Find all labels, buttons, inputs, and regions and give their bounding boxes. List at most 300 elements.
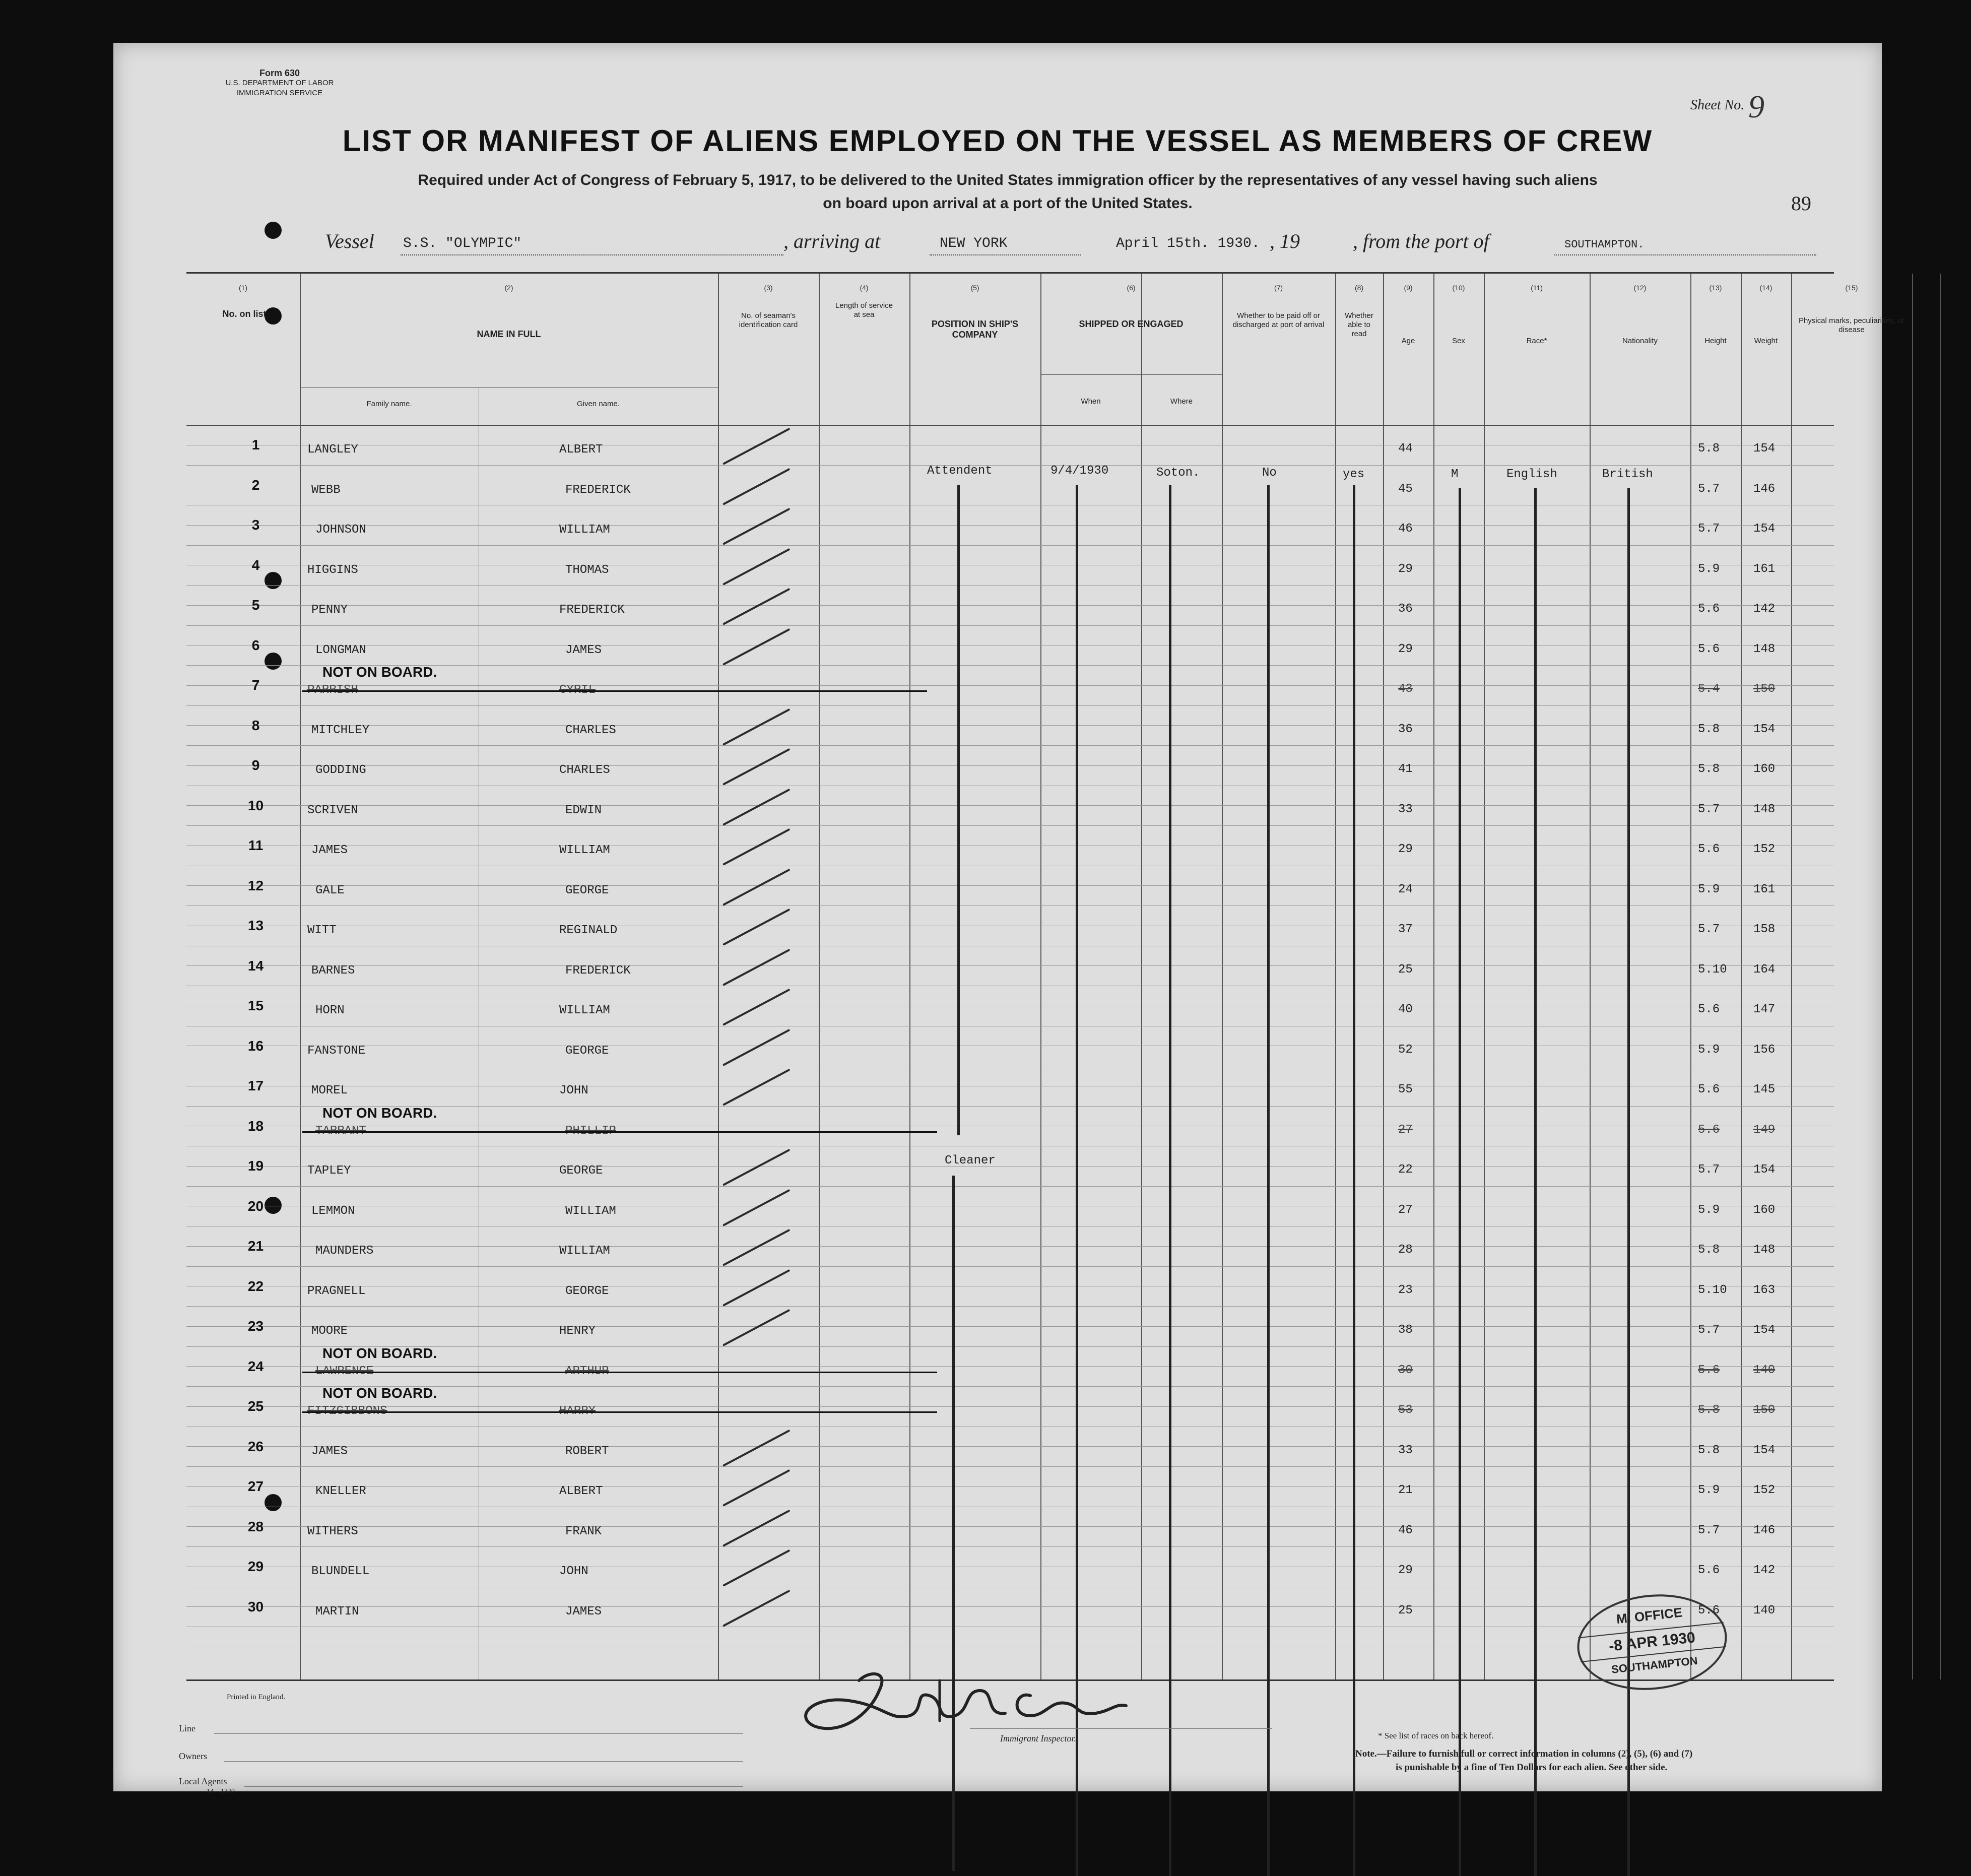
header-age: Age [1401,337,1415,345]
not-on-board-note: NOT ON BOARD. [322,664,437,680]
weight-value: 147 [1753,1003,1776,1016]
age-value: 24 [1398,882,1413,896]
height-value: 5.9 [1698,562,1720,576]
weight-value: 150 [1753,1403,1776,1417]
header-where: Where [1170,397,1193,406]
header-no-on-list: No. on list [222,309,267,319]
age-value: 33 [1398,802,1413,816]
id-card-check-mark [722,628,790,665]
height-value: 5.8 [1698,1243,1720,1257]
given-name: WILLIAM [559,1244,610,1258]
footer-line-label: Line [179,1723,195,1733]
age-value: 29 [1398,843,1413,856]
weight-value: 161 [1753,562,1776,576]
age-value: 27 [1398,1123,1413,1137]
manifest-sheet [113,43,1905,1795]
given-name: FREDERICK [565,483,631,497]
page-title: LIST OR MANIFEST OF ALIENS EMPLOYED ON THE VESSEL AS MEMBERS OF CREW [342,124,1653,158]
row-number: 11 [248,837,264,853]
sheet-number: 9 [1748,89,1764,124]
given-name: WILLIAM [559,1004,610,1017]
id-card-check-mark [722,588,790,625]
col-num-5: (5) [970,284,979,292]
weight-value: 154 [1753,722,1776,736]
given-name: WILLIAM [559,523,610,537]
weight-value: 148 [1753,642,1776,656]
given-name: GEORGE [565,1044,609,1058]
age-value: 25 [1398,962,1413,977]
family-name: SCRIVEN [307,803,358,817]
height-value: 5.6 [1698,1363,1720,1377]
height-value: 5.6 [1698,1083,1720,1096]
not-on-board-note: NOT ON BOARD. [322,1385,437,1401]
row-number: 8 [251,717,260,733]
height-value: 5.9 [1698,1203,1720,1217]
subtitle-line-2: on board upon arrival at a port of the United States. [823,195,1193,212]
height-value: 5.7 [1698,522,1720,536]
position-cleaner: Cleaner [945,1154,996,1168]
header-seaman-id: No. of seaman's identification card [739,311,798,329]
family-name: HORN [315,1004,345,1017]
arrival-date: April 15th. 1930. [1116,236,1260,251]
height-value: 5.4 [1698,682,1720,696]
age-value: 52 [1398,1043,1413,1057]
given-name: EDWIN [565,803,602,817]
height-value: 5.6 [1698,1603,1720,1618]
weight-value: 154 [1753,1443,1776,1457]
given-name: REGINALD [559,924,618,937]
family-name: WITHERS [307,1524,358,1538]
row-number: 25 [247,1398,264,1414]
family-name: MOORE [311,1324,348,1338]
sex-value: M [1451,468,1459,481]
ditto-mark [1534,488,1537,1876]
height-value: 5.7 [1698,482,1720,496]
id-card-check-mark [722,468,790,505]
age-value: 53 [1398,1403,1413,1417]
family-name: JAMES [311,844,348,857]
weight-value: 150 [1753,682,1776,696]
row-number: 5 [251,597,260,613]
weight-value: 161 [1753,882,1776,896]
page-number: 89 [1791,192,1811,215]
header-marks: Physical marks, peculiarities, or disease [1798,316,1905,334]
id-card-check-mark [722,788,790,825]
family-name: WITT [307,924,337,937]
family-name: BARNES [311,963,355,978]
given-name: GEORGE [565,883,609,897]
row-number: 29 [247,1559,264,1574]
id-card-check-mark [722,828,790,866]
height-value: 5.9 [1698,1043,1720,1057]
col-num-7: (7) [1274,284,1283,292]
age-value: 37 [1398,923,1413,936]
age-value: 46 [1398,1523,1413,1537]
header-name-in-full: NAME IN FULL [477,329,541,339]
col-num-6: (6) [1127,284,1136,292]
age-value: 40 [1398,1003,1413,1016]
row-number: 19 [247,1158,264,1174]
row-number: 14 [247,957,264,974]
age-value: 33 [1398,1443,1413,1457]
id-card-check-mark [722,748,790,786]
from-port: SOUTHAMPTON. [1564,238,1645,251]
form-number: Form 630 [259,68,300,78]
family-name: GALE [315,883,345,897]
given-name: ALBERT [559,443,603,457]
given-name: FRANK [565,1524,602,1538]
header-when: When [1081,397,1101,406]
given-name: WILLIAM [559,844,610,857]
vessel-name: S.S. "OLYMPIC" [403,236,522,251]
age-value: 25 [1398,1603,1413,1618]
able-read-value: yes [1343,468,1365,481]
vessel-label: Vessel [325,230,374,252]
weight-value: 142 [1753,602,1776,616]
weight-value: 154 [1753,1163,1776,1177]
family-name: HIGGINS [307,563,358,577]
col-num-12: (12) [1633,284,1647,292]
weight-value: 148 [1753,1243,1776,1257]
ditto-mark [957,485,960,1135]
service: IMMIGRATION SERVICE [236,89,323,97]
subtitle [315,169,1700,215]
height-value: 5.6 [1698,1564,1720,1577]
family-name: LONGMAN [315,643,366,657]
id-card-check-mark [722,1549,790,1587]
id-card-check-mark [722,708,790,745]
header-nationality: Nationality [1622,337,1658,345]
footer-agents-label: Local Agents [179,1776,227,1786]
header-given-name: Given name. [576,400,620,408]
age-value: 21 [1398,1483,1413,1497]
given-name: JAMES [565,643,602,657]
weight-value: 156 [1753,1043,1776,1057]
id-card-check-mark [722,868,790,905]
inspector-signature [794,1660,1146,1743]
printed-note: Printed in England. [227,1693,286,1701]
id-card-check-mark [722,909,790,946]
age-value: 44 [1398,442,1413,456]
row-number: 30 [247,1598,264,1614]
height-value: 5.8 [1698,762,1720,776]
age-value: 43 [1398,682,1413,696]
age-value: 23 [1398,1283,1413,1297]
family-name: WEBB [311,483,341,497]
family-name: PRAGNELL [307,1284,366,1298]
given-name: JOHN [559,1565,588,1578]
age-value: 38 [1398,1323,1413,1337]
from-label: , from the port of [1353,230,1489,252]
id-card-check-mark [722,1589,790,1627]
family-name: LAWRENCE [315,1364,374,1378]
weight-value: 140 [1753,1363,1776,1377]
height-value: 5.6 [1698,642,1720,656]
age-value: 22 [1398,1163,1413,1177]
given-name: HENRY [559,1324,596,1338]
height-value: 5.9 [1698,882,1720,896]
weight-value: 152 [1753,1483,1776,1497]
form-info [204,68,355,98]
given-name: CHARLES [559,763,610,777]
from-line [1554,254,1816,255]
header-able-read: Whether able to read [1345,311,1373,338]
family-name: MAUNDERS [315,1244,374,1258]
given-name: FREDERICK [565,963,631,978]
weight-value: 140 [1753,1603,1776,1618]
given-name: ROBERT [565,1444,609,1458]
col-num-2: (2) [504,284,513,292]
nationality-value: British [1602,468,1653,481]
id-card-check-mark [722,548,790,585]
weight-value: 142 [1753,1564,1776,1577]
row-number: 20 [247,1198,264,1214]
id-card-check-mark [722,1028,790,1066]
header-sex: Sex [1452,337,1465,345]
header-paid-off: Whether to be paid off or discharged at port of arrival [1232,311,1325,329]
col-num-8: (8) [1354,284,1364,292]
weight-value: 148 [1753,802,1776,816]
family-name: MITCHLEY [311,723,370,737]
weight-value: 160 [1753,1203,1776,1217]
id-card-check-mark [722,1509,790,1546]
weight-value: 146 [1753,482,1776,496]
ditto-mark [1169,485,1171,1876]
row-number: 27 [247,1478,264,1494]
age-value: 46 [1398,522,1413,536]
height-value: 5.10 [1698,1283,1727,1297]
family-name: MARTIN [315,1604,359,1619]
row-number: 12 [247,877,264,893]
punch-hole [265,222,282,239]
family-name: PARRISH [307,683,358,697]
subtitle-line-1: Required under Act of Congress of February 5, 1917, to be delivered to the United States immigration officer by the representatives of any vessel having such aliens [418,172,1598,188]
family-name: FANSTONE [307,1044,366,1058]
row-number: 2 [251,477,260,493]
row-number: 3 [251,517,260,533]
ditto-mark [1353,485,1355,1876]
not-on-board-note: NOT ON BOARD. [322,1345,437,1361]
height-value: 5.7 [1698,802,1720,816]
height-value: 5.8 [1698,442,1720,456]
col-num-11: (11) [1531,284,1543,292]
row-number: 7 [251,677,260,693]
row-number: 15 [247,998,264,1013]
crew-table [186,272,1905,1681]
age-value: 29 [1398,562,1413,576]
header-length-service: Length of service at sea [835,301,893,319]
row-number: 17 [247,1078,264,1093]
port-line [930,254,1081,255]
given-name: ALBERT [559,1484,603,1498]
family-name: TARRANT [315,1124,366,1138]
header-weight: Weight [1754,337,1778,345]
form-code: 14—1340 [207,1788,235,1795]
age-value: 55 [1398,1083,1413,1096]
weight-value: 158 [1753,923,1776,936]
id-card-check-mark [722,989,790,1026]
header-family-name: Family name. [366,400,412,408]
row-number: 6 [251,637,260,653]
id-card-check-mark [722,1429,790,1466]
weight-value: 164 [1753,962,1776,977]
row-number: 10 [247,797,264,813]
height-value: 5.8 [1698,1403,1720,1417]
age-value: 29 [1398,642,1413,656]
races-note: * See list of races on back hereof. [1378,1731,1494,1740]
weight-value: 163 [1753,1283,1776,1297]
year-label: , 19 [1270,230,1300,252]
row-number: 1 [251,437,260,452]
shipped-when-value: 9/4/1930 [1050,464,1109,478]
height-value: 5.7 [1698,1523,1720,1537]
ditto-mark [1267,485,1270,1876]
id-card-check-mark [722,1269,790,1306]
height-value: 5.7 [1698,1163,1720,1177]
header-height: Height [1704,337,1727,345]
stamp-date: -8 APR 1930 [1578,1622,1726,1662]
sheet-label: Sheet No. [1690,97,1745,113]
row-number: 4 [251,557,260,573]
age-value: 41 [1398,762,1413,776]
family-name: FITZGIBBONS [307,1404,387,1418]
ditto-mark [1459,488,1461,1876]
ditto-mark [952,1176,955,1871]
arrival-port: NEW YORK [940,236,1008,251]
row-number: 28 [247,1518,264,1534]
weight-value: 149 [1753,1123,1776,1137]
given-name: FREDERICK [559,603,625,617]
shipped-where-value: Soton. [1156,466,1200,480]
weight-value: 152 [1753,843,1776,856]
header-position: POSITION IN SHIP'S COMPANY [931,319,1019,340]
age-value: 36 [1398,602,1413,616]
age-value: 28 [1398,1243,1413,1257]
signature-mark [794,1660,1146,1741]
given-name: HARRY [559,1404,596,1418]
id-card-check-mark [722,1469,790,1507]
fine-note-1: Note.—Failure to furnish full or correct information in columns (2), (5), (6) and (7) [1355,1749,1693,1759]
strike-through-line [302,1411,937,1413]
weight-value: 160 [1753,762,1776,776]
race-value: English [1506,468,1557,481]
given-name: CHARLES [565,723,616,737]
height-value: 5.6 [1698,1123,1720,1137]
col-num-1: (1) [238,284,248,292]
height-value: 5.7 [1698,1323,1720,1337]
arriving-label: , arriving at [783,230,881,252]
height-value: 5.9 [1698,1483,1720,1497]
department: U.S. DEPARTMENT OF LABOR [225,79,334,87]
id-card-check-mark [722,1309,790,1346]
id-card-check-mark [722,1149,790,1186]
height-value: 5.8 [1698,1443,1720,1457]
strike-through-line [302,1372,937,1373]
row-number: 24 [247,1358,264,1374]
family-name: JAMES [311,1444,348,1458]
col-num-3: (3) [764,284,773,292]
stamp-bottom: SOUTHAMPTON [1610,1654,1698,1676]
family-name: MOREL [311,1084,348,1097]
given-name: GEORGE [565,1284,609,1298]
weight-value: 154 [1753,522,1776,536]
id-card-check-mark [722,1189,790,1226]
paid-off-value: No [1262,466,1277,480]
stamp-top: M. OFFICE [1615,1604,1683,1627]
family-name: KNELLER [315,1484,366,1498]
weight-value: 154 [1753,442,1776,456]
col-num-15: (15) [1845,284,1858,292]
given-name: CYRIL [559,683,596,697]
row-number: 23 [247,1318,264,1334]
row-number: 26 [247,1438,264,1454]
family-name: JOHNSON [315,523,366,537]
given-name: THOMAS [565,563,609,577]
height-value: 5.6 [1698,602,1720,616]
id-card-check-mark [722,1069,790,1106]
id-card-check-mark [722,508,790,545]
weight-value: 145 [1753,1083,1776,1096]
age-value: 29 [1398,1564,1413,1577]
id-card-check-mark [722,1229,790,1266]
col-num-9: (9) [1404,284,1413,292]
footer-owners-label: Owners [179,1751,207,1761]
height-value: 5.10 [1698,962,1727,977]
row-number: 16 [247,1038,264,1054]
col-num-10: (10) [1452,284,1465,292]
family-name: TAPLEY [307,1164,351,1178]
height-value: 5.8 [1698,722,1720,736]
fine-note-2: is punishable by a fine of Ten Dollars for each alien. See other side. [1396,1762,1668,1773]
weight-value: 146 [1753,1523,1776,1537]
strike-through-line [302,1131,937,1133]
family-name: PENNY [311,603,348,617]
given-name: ARTHUR [565,1364,609,1378]
family-name: LANGLEY [307,443,358,457]
header-race: Race* [1526,337,1547,345]
family-name: BLUNDELL [311,1565,370,1578]
weight-value: 154 [1753,1323,1776,1337]
age-value: 36 [1398,722,1413,736]
position-value: Attendent [927,464,993,478]
row-number: 9 [251,757,260,773]
id-card-check-mark [722,428,790,465]
given-name: JOHN [559,1084,588,1097]
family-name: GODDING [315,763,366,777]
height-value: 5.6 [1698,1003,1720,1016]
given-name: PHILLIP [565,1124,616,1138]
header-shipped: SHIPPED OR ENGAGED [1079,319,1184,329]
given-name: JAMES [565,1604,602,1619]
col-num-4: (4) [860,284,869,292]
age-value: 45 [1398,482,1413,496]
id-card-check-mark [722,948,790,986]
not-on-board-note: NOT ON BOARD. [322,1105,437,1121]
age-value: 27 [1398,1203,1413,1217]
given-name: WILLIAM [565,1204,616,1218]
height-value: 5.6 [1698,843,1720,856]
col-num-14: (14) [1759,284,1772,292]
col-num-13: (13) [1709,284,1722,292]
row-number: 18 [247,1118,264,1134]
height-value: 5.7 [1698,923,1720,936]
strike-through-line [302,690,927,692]
vessel-line [401,254,783,255]
row-number: 21 [247,1238,264,1254]
family-name: LEMMON [311,1204,355,1218]
row-number: 13 [247,918,264,933]
age-value: 30 [1398,1363,1413,1377]
